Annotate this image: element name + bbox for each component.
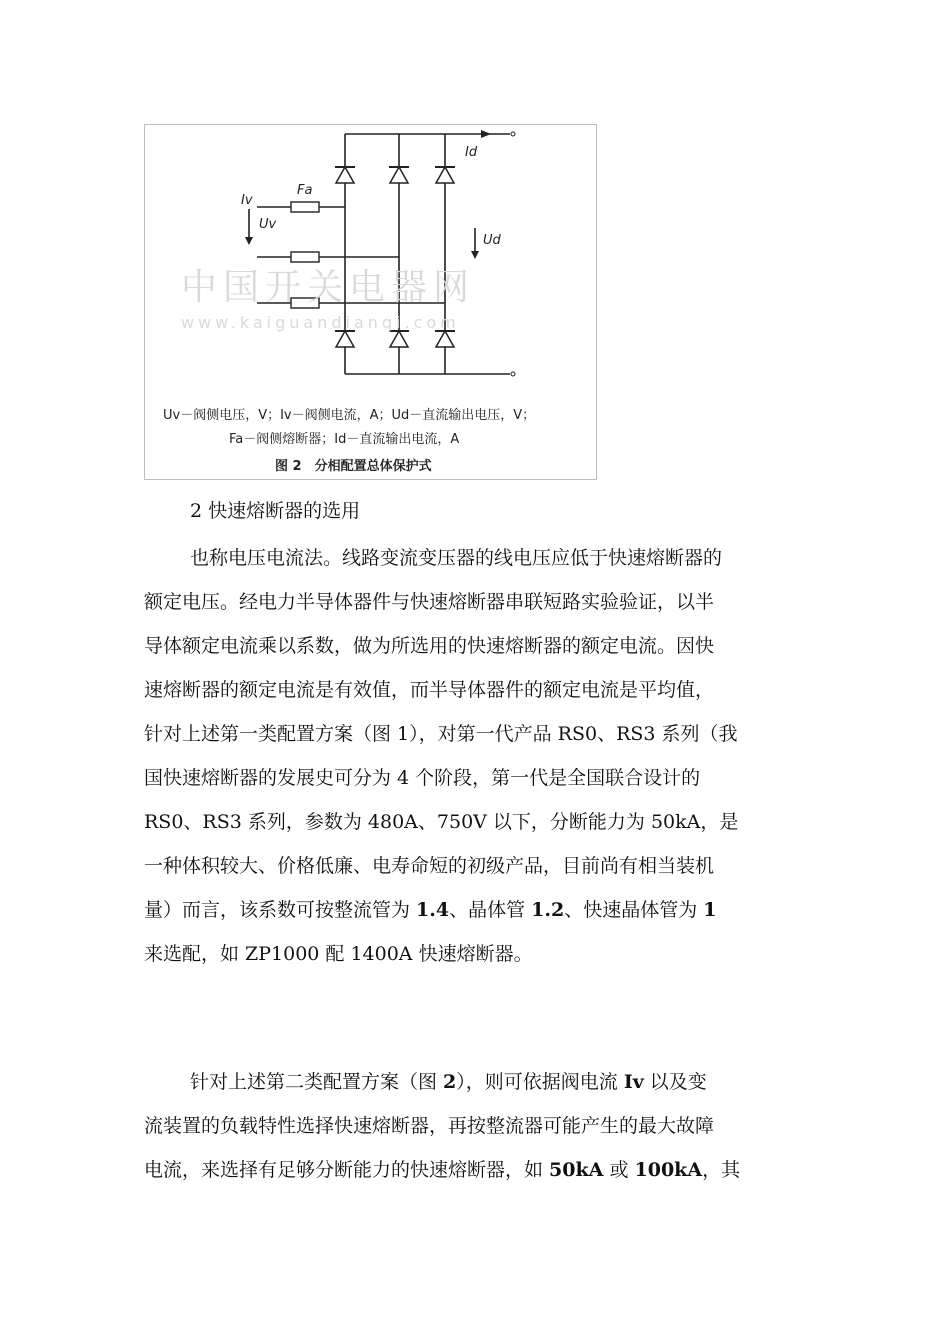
id-arrow-icon <box>481 130 491 138</box>
uv-label: Uv <box>259 217 277 232</box>
legend-line-2: Fa－阀侧熔断器；Id－直流输出电流，A <box>229 432 460 447</box>
section-heading: 2 快速熔断器的选用 <box>190 500 361 522</box>
paragraph-line: 国快速熔断器的发展史可分为 4 个阶段，第一代是全国联合设计的 <box>144 767 701 789</box>
paragraph-line: 流装置的负载特性选择快速熔断器，再按整流器可能产生的最大故障 <box>144 1115 715 1137</box>
ud-arrow-icon <box>471 251 479 259</box>
paragraph-line: 一种体积较大、价格低廉、电寿命短的初级产品，目前尚有相当装机 <box>144 855 715 877</box>
watermark-url: www.kaiguandianqi.com <box>181 313 460 332</box>
figure-2 <box>144 124 597 480</box>
bottom-terminal <box>511 372 515 376</box>
top-terminal <box>511 132 515 136</box>
diode-upper-2 <box>390 167 408 183</box>
diode-lower-1 <box>336 331 354 347</box>
paragraph-line: 来选配，如 ZP1000 配 1400A 快速熔断器。 <box>144 943 533 965</box>
iv-label: Iv <box>241 193 253 208</box>
id-label: Id <box>465 145 478 160</box>
legend-line-1: Uv－阀侧电压，V；Iv－阀侧电流，A；Ud－直流输出电压，V； <box>163 408 536 423</box>
watermark-cn: 中国开关电器网 <box>181 267 476 308</box>
diode-lower-2 <box>390 331 408 347</box>
paragraph-2 <box>144 1060 809 1192</box>
ud-label: Ud <box>483 233 501 248</box>
fuse-fa-1 <box>291 202 319 212</box>
diode-upper-3 <box>436 167 454 183</box>
paragraph-line: 电流，来选择有足够分断能力的快速熔断器，如 50kA 或 100kA，其 <box>144 1159 741 1181</box>
paragraph-line: 量）而言，该系数可按整流管为 1.4、晶体管 1.2、快速晶体管为 1 <box>144 899 717 921</box>
paragraph-1 <box>144 536 809 976</box>
paragraph-line: 额定电压。经电力半导体器件与快速熔断器串联短路实验验证，以半 <box>144 591 715 613</box>
paragraph-line: 针对上述第二类配置方案（图 2），则可依据阀电流 Iv 以及变 <box>190 1071 707 1093</box>
paragraph-line: 速熔断器的额定电流是有效值，而半导体器件的额定电流是平均值， <box>144 679 715 701</box>
paragraph-line: 也称电压电流法。线路变流变压器的线电压应低于快速熔断器的 <box>190 547 723 569</box>
figure-caption: 图 2 分相配置总体保护式 <box>275 459 432 474</box>
uv-arrow-icon <box>245 237 253 245</box>
fa-label: Fa <box>297 183 313 198</box>
paragraph-line: 针对上述第一类配置方案（图 1），对第一代产品 RS0、RS3 系列（我 <box>144 723 738 745</box>
paragraph-line: RS0、RS3 系列，参数为 480A、750V 以下，分断能力为 50kA，是 <box>144 811 739 833</box>
paragraph-line: 导体额定电流乘以系数，做为所选用的快速熔断器的额定电流。因快 <box>144 635 715 657</box>
diode-lower-3 <box>436 331 454 347</box>
diode-upper-1 <box>336 167 354 183</box>
